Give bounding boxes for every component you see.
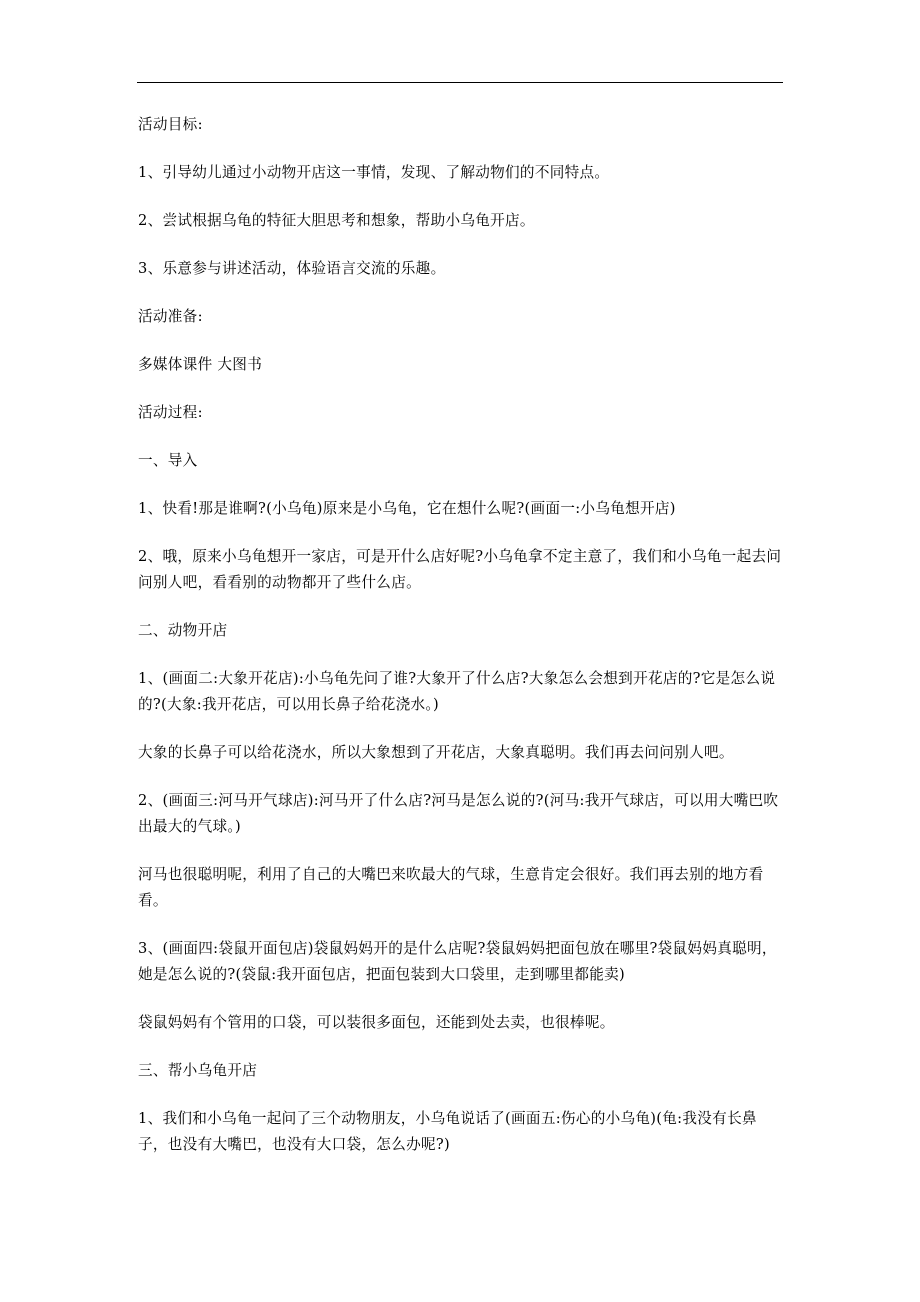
animal-shops-comment-2: 河马也很聪明呢，利用了自己的大嘴巴来吹最大的气球，生意肯定会很好。我们再去别的地方看看。 [138, 866, 764, 909]
section-heading-preparation: 活动准备: [138, 308, 203, 325]
help-turtle-item-1: 1、我们和小乌龟一起问了三个动物朋友，小乌龟说话了(画面五:伤心的小乌龟)(龟:我没有长鼻子，也没有大嘴巴，也没有大口袋，怎么办呢?) [138, 1110, 757, 1153]
animal-shops-item-2: 2、(画面三:河马开气球店):河马开了什么店?河马是怎么说的?(河马:我开气球店，可以用大嘴巴吹出最大的气球。) [138, 792, 779, 835]
intro-item-1: 1、快看!那是谁啊?(小乌龟)原来是小乌龟，它在想什么呢?(画面一:小乌龟想开店) [138, 500, 676, 517]
section-heading-process: 活动过程: [138, 404, 203, 421]
document-body [138, 112, 784, 1180]
preparation-text: 多媒体课件 大图书 [138, 356, 263, 373]
animal-shops-item-1: 1、(画面二:大象开花店):小乌龟先问了谁?大象开了什么店?大象怎么会想到开花店的?它是怎么说的?(大象:我开花店，可以用长鼻子给花浇水。) [138, 670, 776, 713]
intro-item-2: 2、哦，原来小乌龟想开一家店，可是开什么店好呢?小乌龟拿不定主意了，我们和小乌龟一起去问问别人吧，看看别的动物都开了些什么店。 [138, 548, 782, 591]
subsection-heading-animal-shops: 二、动物开店 [138, 622, 228, 639]
header-rule [137, 82, 783, 83]
goal-item-2: 2、尝试根据乌龟的特征大胆思考和想象，帮助小乌龟开店。 [138, 212, 535, 229]
animal-shops-comment-3: 袋鼠妈妈有个管用的口袋，可以装很多面包，还能到处去卖，也很棒呢。 [138, 1014, 615, 1031]
goal-item-3: 3、乐意参与讲述活动，体验语言交流的乐趣。 [138, 260, 446, 277]
animal-shops-comment-1: 大象的长鼻子可以给花浇水，所以大象想到了开花店，大象真聪明。我们再去问问别人吧。 [138, 744, 734, 761]
section-heading-goals: 活动目标: [138, 116, 203, 133]
subsection-heading-intro: 一、导入 [138, 452, 198, 469]
subsection-heading-help-turtle: 三、帮小乌龟开店 [138, 1062, 258, 1079]
animal-shops-item-3: 3、(画面四:袋鼠开面包店)袋鼠妈妈开的是什么店呢?袋鼠妈妈把面包放在哪里?袋鼠妈妈真聪明，她是怎么说的?(袋鼠:我开面包店，把面包装到大口袋里，走到哪里都能卖) [138, 940, 777, 983]
goal-item-1: 1、引导幼儿通过小动物开店这一事情，发现、了解动物们的不同特点。 [138, 164, 610, 181]
